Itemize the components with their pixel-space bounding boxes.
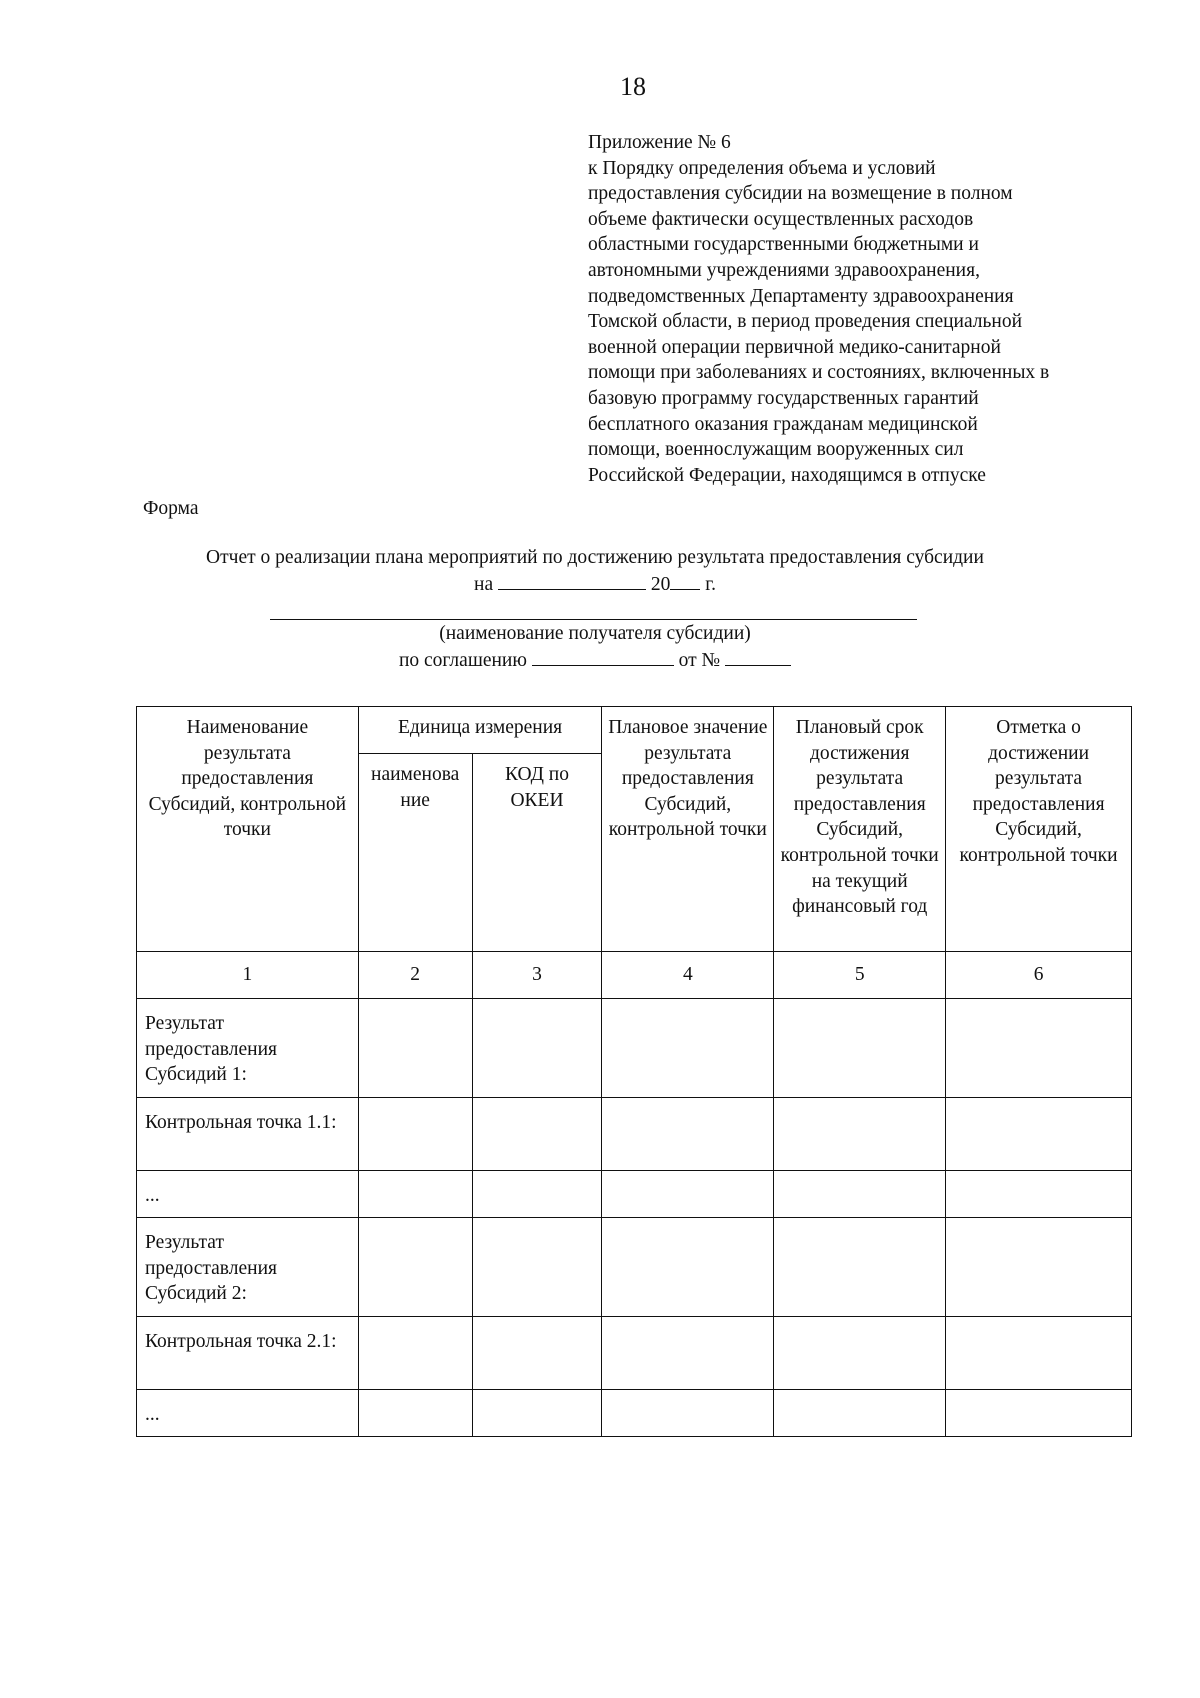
- report-table: [136, 706, 1132, 1437]
- appendix-header: [588, 130, 1148, 488]
- report-title-block: [0, 545, 1190, 598]
- report-period: [0, 571, 1190, 598]
- form-label: Форма: [143, 498, 199, 519]
- column-number: 3: [472, 952, 602, 999]
- table-cell[interactable]: [358, 1098, 472, 1171]
- agreement-mid: от №: [678, 650, 721, 671]
- recipient-caption: (наименование получателя субсидии): [439, 623, 751, 644]
- table-cell[interactable]: [358, 999, 472, 1098]
- table-cell[interactable]: [472, 1218, 602, 1317]
- appendix-line: Томской области, в период проведения специальной: [588, 311, 1023, 333]
- appendix-line: к Порядку определения объема и условий: [588, 157, 936, 179]
- table-cell[interactable]: [946, 1390, 1132, 1437]
- row-label: Контрольная точка 1.1:: [137, 1098, 359, 1171]
- table-cell[interactable]: [774, 1390, 946, 1437]
- table-cell[interactable]: [472, 1317, 602, 1390]
- column-number: 1: [137, 952, 359, 999]
- column-number: 5: [774, 952, 946, 999]
- table-cell[interactable]: [602, 999, 774, 1098]
- report-title: Отчет о реализации плана мероприятий по достижению результата предоставления субсидии: [206, 547, 984, 568]
- appendix-line: автономными учреждениями здравоохранения,: [588, 259, 980, 281]
- appendix-line: Российской Федерации, находящимся в отпуске: [588, 464, 986, 486]
- column-number: 6: [946, 952, 1132, 999]
- header-unit-code: КОД по ОКЕИ: [472, 754, 602, 952]
- table-cell[interactable]: [358, 1218, 472, 1317]
- page-number: 18: [620, 72, 646, 101]
- agreement-date-blank[interactable]: [532, 647, 674, 666]
- table-cell[interactable]: [472, 1171, 602, 1218]
- row-label: Контрольная точка 2.1:: [137, 1317, 359, 1390]
- column-number: 4: [602, 952, 774, 999]
- period-year: 20: [650, 574, 671, 595]
- table-row: [137, 1098, 1132, 1171]
- table-cell[interactable]: [602, 1317, 774, 1390]
- period-year-blank[interactable]: [670, 571, 700, 590]
- table-cell[interactable]: [472, 999, 602, 1098]
- table-row: [137, 1390, 1132, 1437]
- table-row: [137, 1171, 1132, 1218]
- appendix-line: военной операции первичной медико-санитарной: [588, 336, 1001, 358]
- row-label: ...: [137, 1171, 359, 1218]
- table-row: [137, 1218, 1132, 1317]
- appendix-line: базовую программу государственных гарантий: [588, 387, 979, 409]
- appendix-line: Приложение № 6: [588, 132, 731, 153]
- agreement-line: [0, 647, 1190, 674]
- table-cell[interactable]: [774, 999, 946, 1098]
- row-label: ...: [137, 1390, 359, 1437]
- appendix-line: подведомственных Департаменту здравоохранения: [588, 285, 1014, 307]
- header-planned-deadline: Плановый срок достижения результата предоставления Субсидий, контрольной точки на текущий финансовый год: [774, 707, 946, 952]
- table-cell[interactable]: [602, 1098, 774, 1171]
- period-date-blank[interactable]: [498, 571, 646, 590]
- table-cell[interactable]: [946, 1098, 1132, 1171]
- appendix-line: объеме фактически осуществленных расходов: [588, 208, 974, 230]
- table-cell[interactable]: [946, 999, 1132, 1098]
- header-achievement-mark: Отметка о достижении результата предоставления Субсидий, контрольной точки: [946, 707, 1132, 952]
- appendix-line: предоставления субсидии на возмещение в полном: [588, 183, 1013, 205]
- appendix-line: бесплатного оказания гражданам медицинской: [588, 413, 978, 435]
- table-cell[interactable]: [946, 1317, 1132, 1390]
- column-number-row: [137, 952, 1132, 999]
- table-cell[interactable]: [358, 1317, 472, 1390]
- recipient-name-line[interactable]: [270, 619, 917, 620]
- table-header-row: [137, 707, 1132, 754]
- table-cell[interactable]: [602, 1171, 774, 1218]
- table-cell[interactable]: [602, 1218, 774, 1317]
- table-cell[interactable]: [774, 1171, 946, 1218]
- period-prefix: на: [474, 574, 494, 595]
- table-cell[interactable]: [946, 1218, 1132, 1317]
- table-row: [137, 1317, 1132, 1390]
- header-unit-group: Единица измерения: [358, 707, 602, 754]
- header-result-name: Наименование результата предоставления Субсидий, контрольной точки: [137, 707, 359, 952]
- table-cell[interactable]: [472, 1098, 602, 1171]
- table-cell[interactable]: [946, 1171, 1132, 1218]
- appendix-line: помощи при заболеваниях и состояниях, включенных в: [588, 362, 1050, 384]
- table-cell[interactable]: [774, 1218, 946, 1317]
- row-label: Результат предоставления Субсидий 1:: [137, 999, 359, 1098]
- row-label: Результат предоставления Субсидий 2:: [137, 1218, 359, 1317]
- agreement-prefix: по соглашению: [398, 650, 527, 671]
- table-row: [137, 999, 1132, 1098]
- header-unit-name: наименова ние: [358, 754, 472, 952]
- header-planned-value: Плановое значение результата предоставления Субсидий, контрольной точки: [602, 707, 774, 952]
- table-cell[interactable]: [358, 1390, 472, 1437]
- appendix-line: помощи, военнослужащим вооруженных сил: [588, 439, 964, 461]
- period-suffix: г.: [705, 574, 716, 595]
- table-cell[interactable]: [472, 1390, 602, 1437]
- appendix-line: областными государственными бюджетными и: [588, 234, 979, 256]
- column-number: 2: [358, 952, 472, 999]
- table-cell[interactable]: [602, 1390, 774, 1437]
- table-cell[interactable]: [774, 1317, 946, 1390]
- table-cell[interactable]: [774, 1098, 946, 1171]
- table-cell[interactable]: [358, 1171, 472, 1218]
- agreement-number-blank[interactable]: [725, 647, 791, 666]
